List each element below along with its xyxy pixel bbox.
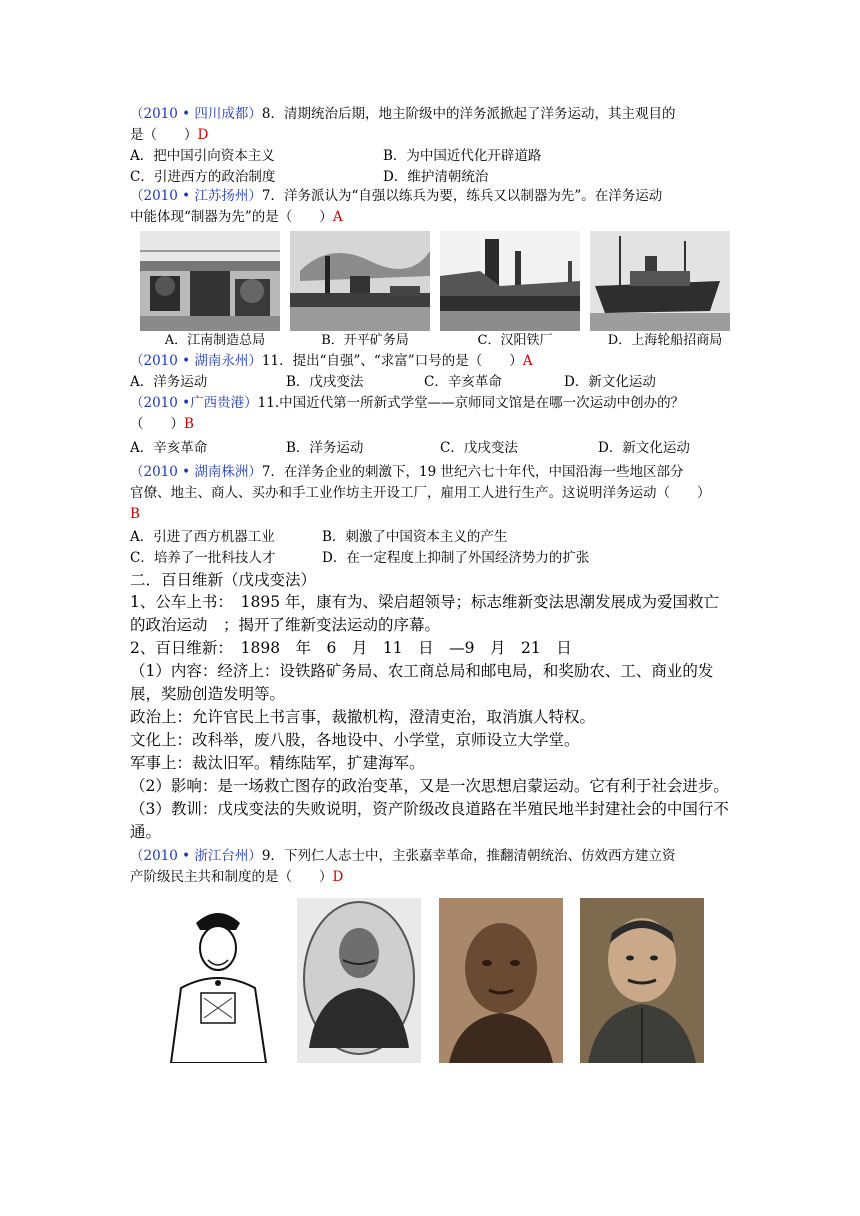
portrait-row — [156, 898, 704, 1063]
option-b: B．戊戌变法 — [286, 374, 364, 390]
question-source: （2010 • 湖南株洲） — [130, 464, 262, 480]
options-row — [130, 167, 730, 188]
option-c: C．引进西方的政治制度 — [130, 169, 276, 185]
question-source: （2010 • 湖南永州） — [130, 353, 262, 369]
question-2 — [130, 186, 730, 207]
question-source: （2010 •广西贵港） — [130, 395, 258, 411]
question-text: 11.中国近代第一所新式学堂——京师同文馆是在哪一次运动中创办的？ — [257, 395, 685, 411]
photo-captions — [140, 331, 740, 351]
option-d: D．维护清朝统治 — [383, 169, 489, 185]
answer-letter: D — [197, 127, 209, 143]
ironworks-photo — [440, 231, 580, 331]
question-6 — [130, 846, 730, 867]
note-paragraph: （2）影响：是一场救亡图存的政治变革，又是一次思想启蒙运动。它有利于社会进步。 — [130, 777, 729, 795]
options-row — [130, 438, 730, 459]
section-heading: 二．百日维新（戊戌变法） — [130, 571, 317, 589]
answer-letter: A — [332, 209, 343, 225]
options-row — [130, 372, 730, 393]
option-b: B．洋务运动 — [286, 440, 364, 456]
question-text: （ ） — [130, 416, 184, 432]
option-b: B．为中国近代化开辟道路 — [383, 148, 542, 164]
factory-machinery-photo — [140, 231, 280, 331]
note-paragraph: 2、百日维新： 1898 年 6 月 11 日 —9 月 21 日 — [130, 639, 572, 657]
note-paragraph: 政治上：允许官民上书言事，裁撤机构，澄清吏治，取消旗人特权。 — [130, 708, 596, 726]
note-paragraph: （1）内容：经济上：设铁路矿务局、农工商总局和邮电局，和奖励农、工、商业的发展，奖励创造发明等。 — [130, 662, 714, 703]
answer-letter: B — [130, 506, 140, 522]
question-source: （2010 • 浙江台州） — [130, 848, 262, 864]
option-d: D．新文化运动 — [564, 374, 656, 390]
worksheet — [130, 104, 730, 1063]
option-a: A．把中国引向资本主义 — [130, 148, 275, 164]
option-c: C．培养了一批科技人才 — [130, 550, 276, 566]
option-d: D．在一定程度上抑制了外国经济势力的扩张 — [322, 550, 590, 566]
answer-letter: A — [522, 353, 533, 369]
caption-d: D．上海轮船招商局 — [607, 333, 723, 348]
question-4 — [130, 393, 730, 414]
caption-c: C．汉阳铁厂 — [477, 333, 553, 348]
question-text: 产阶级民主共和制度的是（ ） — [130, 869, 333, 885]
caption-a: A．江南制造总局 — [164, 333, 266, 348]
note-paragraph: 军事上：裁汰旧军。精练陆军，扩建海军。 — [130, 754, 425, 772]
question-text: 是（ ） — [130, 127, 198, 143]
question-source: （2010 • 四川成都） — [130, 106, 262, 122]
question-text: 7．在洋务企业的刺激下，19 世纪六七十年代，中国沿海一些地区部分 — [261, 464, 684, 480]
option-c: C．戊戌变法 — [440, 440, 518, 456]
options-row — [130, 548, 730, 569]
option-b: B．刺激了中国资本主义的产生 — [322, 529, 508, 545]
caption-b: B．开平矿务局 — [321, 333, 409, 348]
question-text: 8．清期统治后期，地主阶级中的洋务派掀起了洋务运动，其主观目的 — [261, 106, 676, 122]
option-c: C．辛亥革命 — [424, 374, 502, 390]
option-a: A．引进了西方机器工业 — [130, 529, 275, 545]
question-text: 中能体现“制器为先”的是（ ） — [130, 209, 333, 225]
option-a: A．辛亥革命 — [130, 440, 208, 456]
option-d: D．新文化运动 — [598, 440, 690, 456]
question-text: 7．洋务派认为“自强以练兵为要，练兵又以制器为先”。在洋务运动 — [261, 188, 663, 204]
man-portrait-photo — [439, 898, 563, 1063]
note-paragraph: （3）教训：戊戌变法的失败说明，资产阶级改良道路在半殖民地半封建社会的中国行不通。 — [130, 800, 729, 841]
oval-portrait-photo — [297, 898, 421, 1063]
options-row — [130, 527, 730, 548]
steamship-photo — [590, 231, 730, 331]
mine-smokestacks-photo — [290, 231, 430, 331]
question-text: 官僚、地主、商人、买办和手工业作坊主开设工厂，雇用工人进行生产。这说明洋务运动（ ） — [130, 485, 711, 501]
answer-letter: D — [332, 869, 344, 885]
option-a: A．洋务运动 — [130, 374, 208, 390]
question-1 — [130, 104, 730, 125]
question-3 — [130, 351, 730, 372]
sun-yat-sen-portrait-photo — [580, 898, 704, 1063]
question-text: 11．提出“自强”、“求富”口号的是（ ） — [261, 353, 523, 369]
question-text: 9．下列仁人志士中，主张嘉幸革命，推翻清朝统治、仿效西方建立资 — [261, 848, 676, 864]
photo-row — [140, 231, 730, 331]
question-source: （2010 • 江苏扬州） — [130, 188, 262, 204]
note-paragraph: 1、公车上书： 1895 年，康有为、梁启超领导；标志维新变法思潮发展成为爱国救亡的政治运动 ；揭开了维新变法运动的序幕。 — [130, 593, 719, 634]
answer-letter: B — [184, 416, 194, 432]
question-5 — [130, 462, 730, 483]
options-row — [130, 146, 730, 167]
qing-official-drawing — [156, 898, 280, 1063]
note-paragraph: 文化上：改科举，废八股，各地设中、小学堂，京师设立大学堂。 — [130, 731, 580, 749]
